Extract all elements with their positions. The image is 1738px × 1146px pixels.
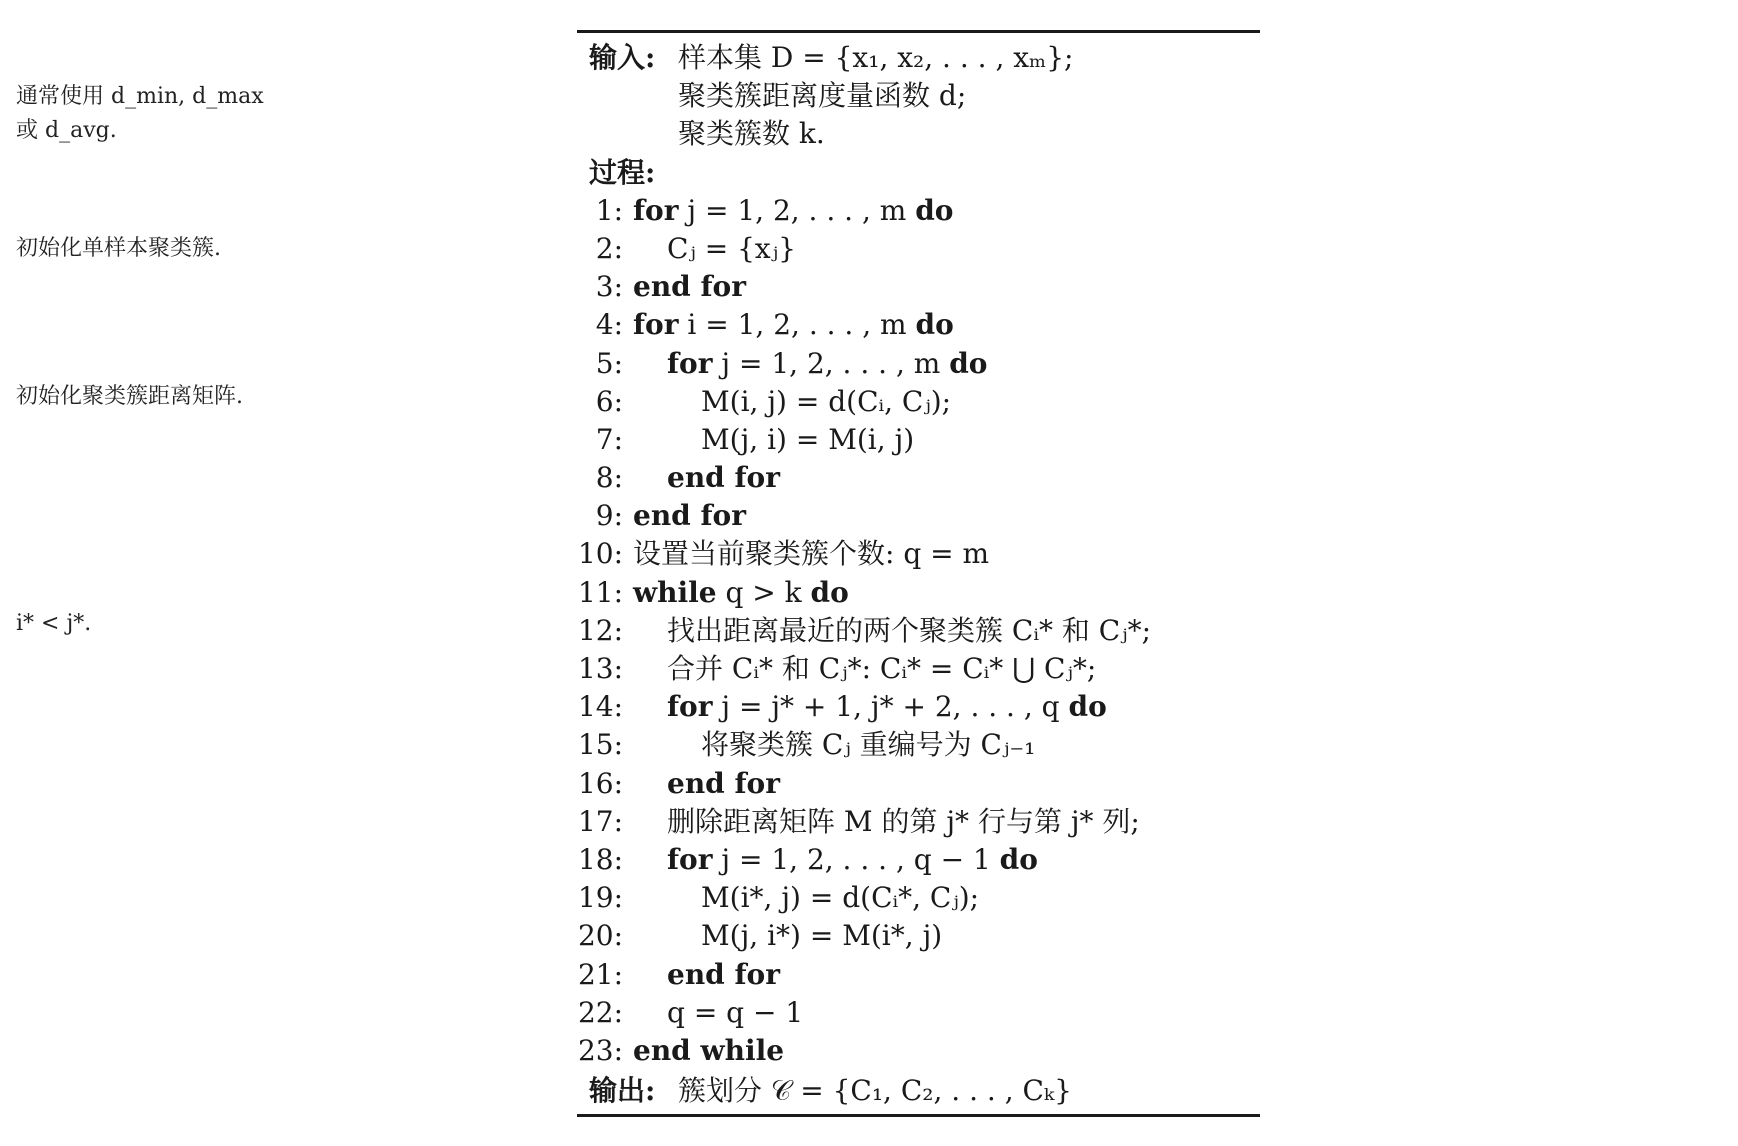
algorithm-line-5: [577, 345, 1260, 383]
line-number: 10:: [577, 537, 623, 571]
output-partition: 簇划分 𝒞 = {C₁, C₂, . . . , Cₖ}: [678, 1074, 1072, 1108]
bottom-rule: [577, 1114, 1260, 1117]
algorithm-line-21: [577, 956, 1260, 994]
algorithm-line-1: [577, 192, 1260, 230]
algorithm-steps: [577, 192, 1260, 1070]
line-number: 8:: [595, 461, 623, 495]
side-note-line-4: 初始化聚类簇距离矩阵.: [16, 384, 243, 409]
line-number: 1:: [595, 193, 623, 227]
side-note-line-2: 或 d_avg.: [16, 118, 117, 143]
line-number: 23:: [577, 1033, 623, 1067]
line-number: 6:: [595, 384, 623, 418]
side-note-index-order: [16, 607, 91, 641]
line-number: 22:: [577, 995, 623, 1029]
line-number: 14:: [577, 690, 623, 724]
line-content: 删除距离矩阵 M 的第 j* 行与第 j* 列;: [667, 804, 1140, 838]
line-content: q = q − 1: [667, 995, 804, 1029]
algorithm-line-13: [577, 650, 1260, 688]
input-distance-function: 聚类簇距离度量函数 d;: [678, 79, 967, 113]
line-content: for j = j* + 1, j* + 2, . . . , q do: [667, 690, 1107, 724]
algorithm-line-17: [577, 803, 1260, 841]
process-header: [577, 154, 1260, 192]
input-cluster-count: 聚类簇数 k.: [678, 117, 825, 151]
side-note-init-clusters: [16, 232, 221, 266]
line-content: M(j, i*) = M(i*, j): [701, 919, 943, 953]
algorithm-line-16: [577, 765, 1260, 803]
algorithm-line-14: [577, 688, 1260, 726]
algorithm-line-4: [577, 306, 1260, 344]
line-number: 13:: [577, 652, 623, 685]
algorithm-line-10: [577, 535, 1260, 573]
line-content: 找出距离最近的两个聚类簇 Cᵢ* 和 Cⱼ*;: [667, 613, 1152, 647]
input-line-1: [577, 39, 1260, 77]
line-number: 21:: [577, 957, 623, 991]
side-note-distance: [16, 80, 264, 148]
line-content: while q > k do: [633, 575, 849, 609]
line-number: 18:: [577, 842, 623, 876]
line-number: 15:: [577, 728, 623, 762]
side-note-line-3: 初始化单样本聚类簇.: [16, 236, 221, 261]
algorithm-line-19: [577, 879, 1260, 917]
algorithm-line-7: [577, 421, 1260, 459]
side-note-line-1: 通常使用 d_min, d_max: [16, 84, 264, 109]
line-content: M(i, j) = d(Cᵢ, Cⱼ);: [701, 384, 952, 418]
line-number: 9:: [595, 499, 623, 533]
line-content: end for: [667, 461, 780, 495]
line-content: end for: [667, 957, 780, 991]
input-label: 输入:: [589, 41, 656, 74]
line-content: for i = 1, 2, . . . , m do: [633, 308, 954, 342]
algorithm-line-6: [577, 383, 1260, 421]
algorithm-line-9: [577, 497, 1260, 535]
line-content: M(i*, j) = d(Cᵢ*, Cⱼ);: [701, 881, 980, 915]
line-content: 将聚类簇 Cⱼ 重编号为 Cⱼ₋₁: [701, 728, 1036, 762]
line-content: for j = 1, 2, . . . , q − 1 do: [667, 842, 1038, 876]
line-number: 17:: [577, 804, 623, 838]
line-content: for j = 1, 2, . . . , m do: [633, 193, 954, 227]
line-content: 设置当前聚类簇个数: q = m: [633, 537, 990, 571]
algorithm-box: [577, 30, 1260, 1117]
algorithm-line-22: [577, 994, 1260, 1032]
line-number: 2:: [595, 231, 623, 265]
algorithm-line-3: [577, 268, 1260, 306]
line-number: 3:: [595, 270, 623, 304]
line-number: 16:: [577, 766, 623, 800]
line-number: 4:: [595, 308, 623, 342]
line-number: 7:: [595, 422, 623, 456]
line-number: 12:: [577, 613, 623, 647]
output-line: [577, 1072, 1260, 1110]
line-number: 11:: [577, 575, 623, 609]
side-note-init-matrix: [16, 380, 243, 414]
input-line-2: [577, 77, 1260, 115]
output-label: 输出:: [589, 1074, 656, 1108]
side-note-line-5: i* < j*.: [16, 611, 92, 636]
line-content: end while: [633, 1033, 785, 1067]
line-content: 合并 Cᵢ* 和 Cⱼ*: Cᵢ* = Cᵢ* ⋃ Cⱼ*;: [667, 652, 1097, 685]
algorithm-line-2: [577, 230, 1260, 268]
line-content: for j = 1, 2, . . . , m do: [667, 346, 988, 380]
algorithm-line-15: [577, 726, 1260, 764]
line-content: end for: [633, 499, 746, 533]
line-content: M(j, i) = M(i, j): [701, 422, 915, 456]
line-content: end for: [633, 270, 746, 304]
input-dataset: 样本集 D = {x₁, x₂, . . . , xₘ};: [678, 41, 1074, 74]
algorithm-line-8: [577, 459, 1260, 497]
algorithm-line-11: [577, 574, 1260, 612]
process-label: 过程:: [589, 155, 656, 189]
algorithm-line-20: [577, 917, 1260, 955]
line-number: 19:: [577, 881, 623, 915]
algorithm-line-23: [577, 1032, 1260, 1070]
algorithm-line-12: [577, 612, 1260, 650]
line-number: 5:: [595, 346, 623, 380]
line-content: Cⱼ = {xⱼ}: [667, 231, 796, 265]
algorithm-line-18: [577, 841, 1260, 879]
line-content: end for: [667, 766, 780, 800]
input-line-3: [577, 115, 1260, 153]
line-number: 20:: [577, 919, 623, 953]
